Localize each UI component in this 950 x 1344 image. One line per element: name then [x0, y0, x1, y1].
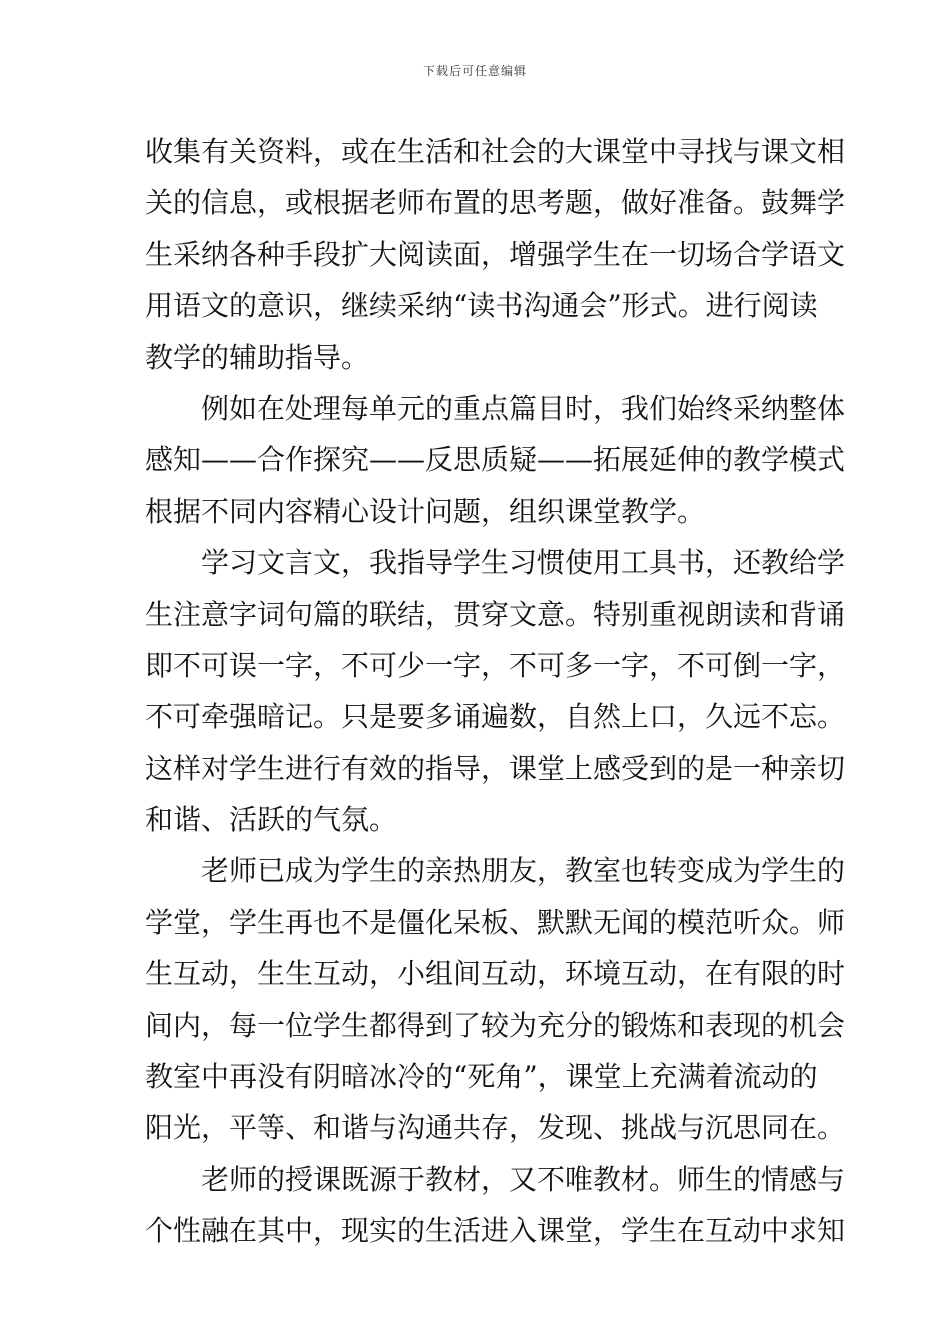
document-body: [145, 126, 846, 1257]
text-line: 收集有关资料，或在生活和社会的大课堂中寻找与课文相: [145, 135, 846, 168]
text-line: 老师的授课既源于教材，又不唯教材。师生的情感与: [201, 1162, 846, 1196]
text-line: 即不可误一字，不可少一字，不可多一字，不可倒一字，: [145, 648, 846, 682]
page-header-note: 下载后可任意编辑: [422, 64, 527, 78]
text-line: 根据不同内容精心设计问题，组织课堂教学。: [145, 494, 706, 528]
text-line: 学堂，学生再也不是僵化呆板、默默无闻的模范听众。师: [145, 905, 846, 939]
text-line: 用语文的意识，继续采纳“读书沟通会”形式。进行阅读: [145, 289, 818, 323]
text-line: 这样对学生进行有效的指导，课堂上感受到的是一种亲切: [145, 751, 846, 785]
text-line: 生采纳各种手段扩大阅读面，增强学生在一切场合学语文: [145, 237, 846, 271]
text-line: 例如在处理每单元的重点篇目时，我们始终采纳整体: [201, 391, 846, 425]
text-line: 感知——合作探究——反思质疑——拓展延伸的教学模式: [145, 443, 846, 477]
text-line: 老师已成为学生的亲热朋友，教室也转变成为学生的: [201, 854, 846, 888]
text-line: 间内，每一位学生都得到了较为充分的锻炼和表现的机会: [145, 1008, 846, 1042]
text-line: 和谐、活跃的气氛。: [145, 803, 398, 837]
text-line: 关的信息，或根据老师布置的思考题，做好准备。鼓舞学: [145, 186, 846, 220]
text-line: 个性融在其中，现实的生活进入课堂，学生在互动中求知: [145, 1214, 846, 1248]
text-line: 学习文言文，我指导学生习惯使用工具书，还教给学: [201, 546, 846, 580]
text-line: 生互动，生生互动，小组间互动，环境互动，在有限的时: [145, 957, 846, 991]
text-line: 不可牵强暗记。只是要多诵遍数，自然上口，久远不忘。: [145, 700, 846, 734]
text-line: 阳光，平等、和谐与沟通共存，发现、挑战与沉思同在。: [145, 1111, 846, 1145]
text-line: 教学的辅助指导。: [145, 340, 370, 374]
text-line: 生注意字词句篇的联结，贯穿文意。特别重视朗读和背诵: [145, 597, 846, 631]
text-line: 教室中再没有阴暗冰冷的“死角”，课堂上充满着流动的: [145, 1060, 818, 1094]
